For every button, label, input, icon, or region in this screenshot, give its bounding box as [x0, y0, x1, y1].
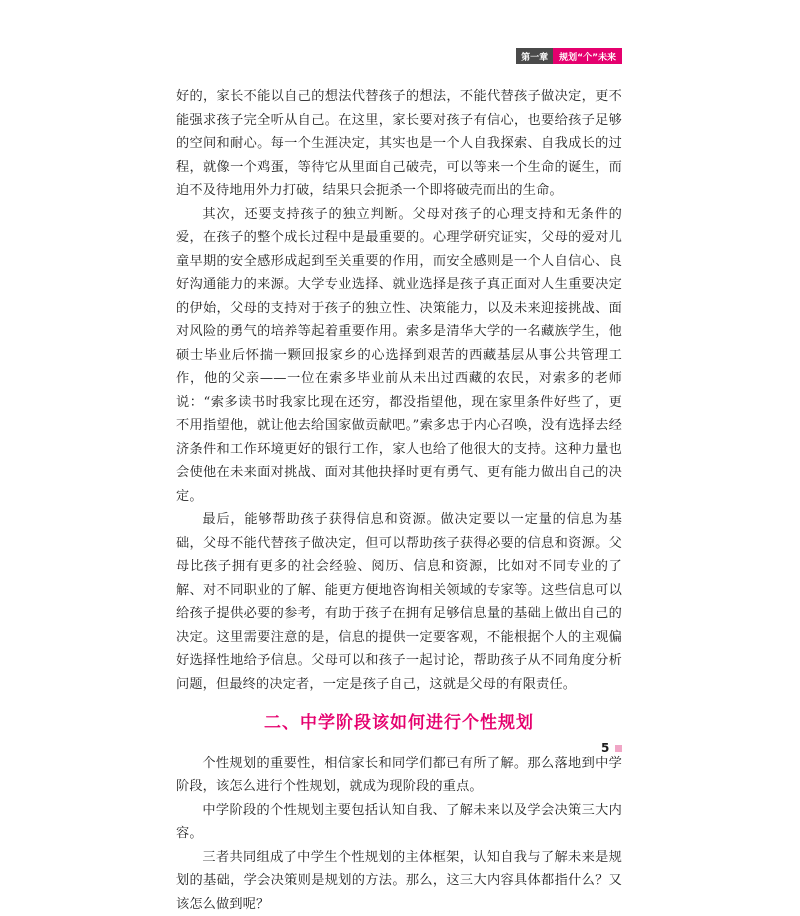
chapter-number: 第一章: [516, 48, 553, 64]
paragraph-support-judgment: 其次，还要支持孩子的独立判断。父母对孩子的心理支持和无条件的爱，在孩子的整个成长过程中是最重要的。心理学研究证实，父母的爱对儿童早期的安全感形成起到至关重要的作用，而安全感则是一个人自信心、良好沟通能力的来源。大学专业选择、就业选择是孩子真正面对人生重要决定的伊始，父母的支持对于孩子的独立性、决策能力，以及未来迎接挑战、面对风险的勇气的培养等起着重要作用。索多是清华大学的一名藏族学生，他硕士毕业后怀揣一颗回报家乡的心选择到艰苦的西藏基层从事公共管理工作，他的父亲——一位在索多毕业前从未出过西藏的农民，对索多的老师说：“索多读书时我家比现在还穷，都没指望他，现在家里条件好些了，更不用指望他，就让他去给国家做贡献吧。”索多忠于内心召唤，没有选择去经济条件和工作环境更好的银行工作，家人也给了他很大的支持。这种力量也会使他在未来面对挑战、面对其他抉择时更有勇气、更有能力做出自己的决定。: [176, 203, 622, 509]
chapter-header-tab: [516, 48, 622, 64]
page-number-text: 5: [601, 741, 609, 755]
chapter-title: 规划“个”未来: [553, 48, 622, 64]
paragraph-continued: 好的，家长不能以自己的想法代替孩子的想法，不能代替孩子做决定，更不能强求孩子完全听从自己。在这里，家长要对孩子有信心，也要给孩子足够的空间和耐心。每一个生涯决定，其实也是一个人自我探索、自我成长的过程，就像一个鸡蛋，等待它从里面自己破壳，可以等来一个生命的诞生，而迫不及待地用外力打破，结果只会扼杀一个即将破壳而出的生命。: [176, 85, 622, 203]
paragraph-framework: 三者共同组成了中学生个性规划的主体框架，认知自我与了解未来是规划的基础，学会决策则是规划的方法。那么，这三大内容具体都指什么？又该怎么做到呢？: [176, 846, 622, 916]
paragraph-info-resources: 最后，能够帮助孩子获得信息和资源。做决定要以一定量的信息为基础，父母不能代替孩子做决定，但可以帮助孩子获得必要的信息和资源。父母比孩子拥有更多的社会经验、阅历、信息和资源，比如对不同专业的了解、对不同职业的了解、能更方便地咨询相关领域的专家等。这些信息可以给孩子提供必要的参考，有助于孩子在拥有足够信息量的基础上做出自己的决定。这里需要注意的是，信息的提供一定要客观，不能根据个人的主观偏好选择性地给予信息。父母可以和孩子一起讨论，帮助孩子从不同角度分析问题，但最终的决定者，一定是孩子自己，这就是父母的有限责任。: [176, 508, 622, 696]
body-text: [176, 85, 622, 916]
section-heading: 二、中学阶段该如何进行个性规划: [176, 712, 622, 736]
paragraph-intro: 个性规划的重要性，相信家长和同学们都已有所了解。那么落地到中学阶段，该怎么进行个性规划，就成为现阶段的重点。: [176, 752, 622, 799]
paragraph-three-contents: 中学阶段的个性规划主要包括认知自我、了解未来以及学会决策三大内容。: [176, 799, 622, 846]
page-number: [601, 741, 622, 755]
page-marker-square: [615, 745, 622, 752]
